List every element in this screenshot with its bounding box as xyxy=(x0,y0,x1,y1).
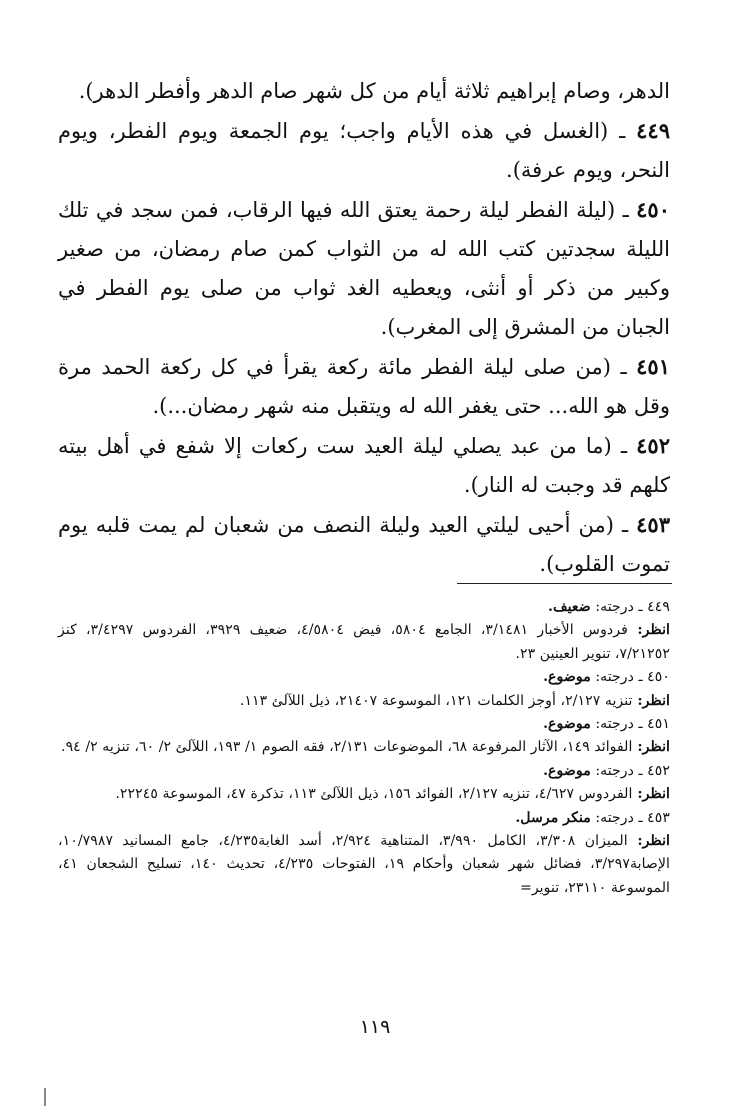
footnote-453-refs xyxy=(58,830,670,900)
footnote-head: ٤٥٢ ـ درجته: xyxy=(590,762,670,779)
paragraph-continuation: الدهر، وصام إبراهيم ثلاثة أيام من كل شهر صام الدهر وأفطر الدهر). xyxy=(78,79,670,103)
footnote-head: ٤٤٩ ـ درجته: xyxy=(590,599,670,615)
footnote-refs: الفوائد ١٤٩، الآثار المرفوعة ٦٨، الموضوعات ٢/١٣١، فقه الصوم ١/ ١٩٣، اللآلئ ٢/ ٦٠، تنزيه ٢/ ٩٤. xyxy=(61,739,633,756)
footnote-divider xyxy=(457,583,672,584)
entry-text: ـ (ما من عبد يصلي ليلة العيد ست ركعات إلا شفع في أهل بيته كلهم قد وجبت له النار). xyxy=(58,434,670,497)
entry-number: ٤٤٩ xyxy=(636,118,670,143)
footnote-450-refs xyxy=(58,690,670,713)
footnote-refs: الفردوس ٤/٦٢٧، تنزيه ٢/١٢٧، الفوائد ١٥٦، ذيل اللآلئ ١١٣، تذكرة ٤٧، الموسوعة ٢٢٢٤٥. xyxy=(115,786,633,803)
footnote-grade: ضعيف. xyxy=(548,599,591,615)
footnote-label: انظر: xyxy=(627,622,670,639)
entry-number: ٤٥٣ xyxy=(636,512,670,537)
footnote-grade: موضوع. xyxy=(543,762,591,779)
footnote-451-refs xyxy=(58,736,670,759)
footnotes xyxy=(58,596,670,900)
footnote-head: ٤٥٣ ـ درجته: xyxy=(590,809,670,826)
entry-text: ـ (الغسل في هذه الأيام واجب؛ يوم الجمعة ويوم الفطر، ويوم النحر، ويوم عرفة). xyxy=(58,119,670,182)
entry-number: ٤٥١ xyxy=(636,354,670,379)
footnote-head: ٤٥١ ـ درجته: xyxy=(590,716,670,733)
footnote-refs: تنزيه ٢/١٢٧، أوجز الكلمات ١٢١، الموسوعة ٢١٤٠٧، ذيل اللآلئ ١١٣. xyxy=(239,692,633,709)
footnote-451-grade xyxy=(58,713,670,736)
footnote-453-grade xyxy=(58,807,670,830)
entry-text: ـ (ليلة الفطر ليلة رحمة يعتق الله فيها الرقاب، فمن سجد في تلك الليلة سجدتين كتب الله له من الثواب كمن صام رمضان، من صغير وكبير من ذكر أو أنثى، ويعطيه الغد ثواب من صلى يوم الفطر في الجبان من المشرق إلى المغرب). xyxy=(58,198,670,339)
main-text xyxy=(58,72,670,584)
footnote-449-refs xyxy=(58,619,670,666)
hadith-entry-453 xyxy=(58,505,670,584)
footnote-label: انظر: xyxy=(632,739,670,756)
footnote-450-grade xyxy=(58,666,670,689)
page-number: ١١٩ xyxy=(359,1016,391,1038)
footnote-452-grade xyxy=(58,760,670,783)
footnote-452-refs xyxy=(58,783,670,806)
footnote-label: انظر: xyxy=(627,833,670,850)
footnote-grade: موضوع. xyxy=(543,669,591,686)
scan-edge-mark xyxy=(44,1088,46,1106)
entry-number: ٤٥٠ xyxy=(636,197,670,222)
footnote-449-grade xyxy=(58,596,670,619)
footnote-grade: موضوع. xyxy=(543,716,591,733)
footnote-head: ٤٥٠ ـ درجته: xyxy=(590,669,670,686)
entry-text: ـ (من أحيى ليلتي العيد وليلة النصف من شعبان لم يمت قلبه يوم تموت القلوب). xyxy=(58,513,670,576)
hadith-entry-452 xyxy=(58,426,670,505)
hadith-entry-450 xyxy=(58,190,670,347)
footnote-refs: الميزان ٣/٣٠٨، الكامل ٣/٩٩٠، المتناهية ٢/٩٢٤، أسد الغابة٤/٢٣٥، جامع المسانيد ١٠/٧٩٨٧، الإصابة٣/٢٩٧، فضائل شهر شعبان وأحكام ١٩، الفتوحات ٤/٢٣٥، تحديث ١٤٠، تسليح الشجعان ٤١، الموسوعة ٢٣١١٠، تنوير= xyxy=(58,833,670,896)
footnote-label: انظر: xyxy=(632,692,670,709)
entry-number: ٤٥٢ xyxy=(636,433,670,458)
footnote-label: انظر: xyxy=(632,786,670,803)
entry-text: ـ (من صلى ليلة الفطر مائة ركعة يقرأ في كل ركعة الحمد مرة وقل هو الله... حتى يغفر الله له ويتقبل منه شهر رمضان...). xyxy=(58,355,670,418)
hadith-entry-451 xyxy=(58,347,670,426)
footnote-grade: منكر مرسل. xyxy=(515,809,591,826)
hadith-entry-449 xyxy=(58,111,670,190)
footnote-refs: فردوس الأخبار ٣/١٤٨١، الجامع ٥٨٠٤، فيض ٤/٥٨٠٤، ضعيف ٣٩٢٩، الفردوس ٣/٤٢٩٧، كنز ٧/٢١٢٥٢، تنوير العينين ٢٣. xyxy=(58,622,670,662)
